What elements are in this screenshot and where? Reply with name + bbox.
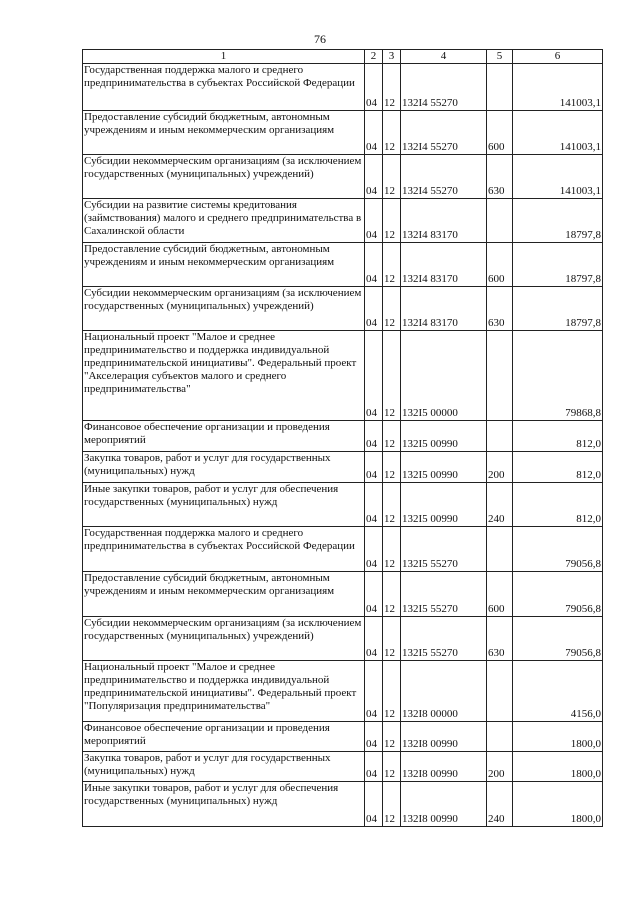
table-row	[83, 199, 603, 243]
row-code-cell: 132I5 00990	[401, 483, 487, 527]
row-type-cell	[487, 331, 513, 421]
row-section-cell: 04	[365, 722, 383, 752]
table-row	[83, 111, 603, 155]
row-name-cell: Предоставление субсидий бюджетным, автономным учреждениям и иным некоммерческим организациям	[83, 243, 365, 287]
row-code-cell: 132I5 55270	[401, 527, 487, 572]
row-name-cell: Субсидии некоммерческим организациям (за исключением государственных (муниципальных) учреждений)	[83, 155, 365, 199]
row-subsection-cell: 12	[383, 111, 401, 155]
row-type-cell: 600	[487, 572, 513, 617]
header-cell: 2	[365, 50, 383, 64]
row-name-cell: Закупка товаров, работ и услуг для государственных (муниципальных) нужд	[83, 452, 365, 483]
budget-table-body	[83, 50, 603, 827]
table-header-row	[83, 50, 603, 64]
row-section-cell: 04	[365, 483, 383, 527]
row-section-cell: 04	[365, 111, 383, 155]
row-name-cell: Иные закупки товаров, работ и услуг для обеспечения государственных (муниципальных) нужд	[83, 483, 365, 527]
row-amount-cell: 18797,8	[513, 199, 603, 243]
row-section-cell: 04	[365, 287, 383, 331]
row-subsection-cell: 12	[383, 527, 401, 572]
row-name-cell: Закупка товаров, работ и услуг для государственных (муниципальных) нужд	[83, 752, 365, 782]
row-code-cell: 132I4 55270	[401, 111, 487, 155]
header-cell: 4	[401, 50, 487, 64]
row-subsection-cell: 12	[383, 572, 401, 617]
row-code-cell: 132I4 83170	[401, 287, 487, 331]
table-row	[83, 64, 603, 111]
row-name-cell: Государственная поддержка малого и среднего предпринимательства в субъектах Российской Федерации	[83, 64, 365, 111]
row-code-cell: 132I5 55270	[401, 617, 487, 661]
row-type-cell: 600	[487, 243, 513, 287]
row-amount-cell: 1800,0	[513, 752, 603, 782]
row-name-cell: Государственная поддержка малого и среднего предпринимательства в субъектах Российской Федерации	[83, 527, 365, 572]
row-code-cell: 132I4 55270	[401, 64, 487, 111]
row-type-cell: 600	[487, 111, 513, 155]
row-type-cell: 200	[487, 452, 513, 483]
row-name-cell: Субсидии некоммерческим организациям (за исключением государственных (муниципальных) учреждений)	[83, 617, 365, 661]
row-amount-cell: 812,0	[513, 421, 603, 452]
header-cell: 3	[383, 50, 401, 64]
row-type-cell: 240	[487, 782, 513, 827]
row-amount-cell: 141003,1	[513, 64, 603, 111]
row-section-cell: 04	[365, 572, 383, 617]
row-type-cell	[487, 64, 513, 111]
table-row	[83, 752, 603, 782]
row-name-cell: Финансовое обеспечение организации и проведения мероприятий	[83, 421, 365, 452]
row-type-cell	[487, 527, 513, 572]
row-type-cell: 630	[487, 617, 513, 661]
row-type-cell	[487, 661, 513, 722]
row-code-cell: 132I5 55270	[401, 572, 487, 617]
table-row	[83, 483, 603, 527]
table-row	[83, 421, 603, 452]
row-subsection-cell: 12	[383, 64, 401, 111]
row-amount-cell: 1800,0	[513, 782, 603, 827]
row-type-cell: 630	[487, 155, 513, 199]
row-code-cell: 132I4 83170	[401, 199, 487, 243]
row-code-cell: 132I4 55270	[401, 155, 487, 199]
row-name-cell: Иные закупки товаров, работ и услуг для обеспечения государственных (муниципальных) нужд	[83, 782, 365, 827]
row-code-cell: 132I5 00990	[401, 421, 487, 452]
table-row	[83, 722, 603, 752]
header-cell: 5	[487, 50, 513, 64]
budget-table	[82, 49, 603, 827]
row-section-cell: 04	[365, 155, 383, 199]
row-section-cell: 04	[365, 421, 383, 452]
page-number: 76	[314, 32, 326, 46]
table-row	[83, 155, 603, 199]
table-row	[83, 287, 603, 331]
row-amount-cell: 18797,8	[513, 243, 603, 287]
row-subsection-cell: 12	[383, 421, 401, 452]
row-amount-cell: 18797,8	[513, 287, 603, 331]
row-name-cell: Субсидии некоммерческим организациям (за исключением государственных (муниципальных) учреждений)	[83, 287, 365, 331]
row-code-cell: 132I8 00990	[401, 722, 487, 752]
row-name-cell: Предоставление субсидий бюджетным, автономным учреждениям и иным некоммерческим организациям	[83, 572, 365, 617]
table-row	[83, 527, 603, 572]
row-subsection-cell: 12	[383, 661, 401, 722]
table-row	[83, 331, 603, 421]
row-amount-cell: 79056,8	[513, 527, 603, 572]
row-subsection-cell: 12	[383, 483, 401, 527]
table-row	[83, 617, 603, 661]
row-code-cell: 132I8 00990	[401, 752, 487, 782]
row-type-cell: 200	[487, 752, 513, 782]
row-section-cell: 04	[365, 661, 383, 722]
row-amount-cell: 79056,8	[513, 572, 603, 617]
row-code-cell: 132I5 00990	[401, 452, 487, 483]
table-row	[83, 452, 603, 483]
row-amount-cell: 79868,8	[513, 331, 603, 421]
row-type-cell	[487, 199, 513, 243]
row-section-cell: 04	[365, 331, 383, 421]
row-subsection-cell: 12	[383, 452, 401, 483]
row-subsection-cell: 12	[383, 243, 401, 287]
row-name-cell: Национальный проект "Малое и среднее предпринимательство и поддержка индивидуальной предпринимательской инициативы". Федеральный проект "Акселерация субъектов малого и среднего предпринимательства"	[83, 331, 365, 421]
row-section-cell: 04	[365, 752, 383, 782]
table-row	[83, 782, 603, 827]
row-section-cell: 04	[365, 452, 383, 483]
row-type-cell	[487, 722, 513, 752]
row-amount-cell: 141003,1	[513, 111, 603, 155]
row-name-cell: Предоставление субсидий бюджетным, автономным учреждениям и иным некоммерческим организациям	[83, 111, 365, 155]
row-subsection-cell: 12	[383, 155, 401, 199]
row-subsection-cell: 12	[383, 199, 401, 243]
row-type-cell: 240	[487, 483, 513, 527]
row-section-cell: 04	[365, 782, 383, 827]
row-subsection-cell: 12	[383, 782, 401, 827]
row-code-cell: 132I8 00000	[401, 661, 487, 722]
row-subsection-cell: 12	[383, 331, 401, 421]
table-row	[83, 572, 603, 617]
row-subsection-cell: 12	[383, 617, 401, 661]
row-section-cell: 04	[365, 243, 383, 287]
row-type-cell	[487, 421, 513, 452]
header-cell: 6	[513, 50, 603, 64]
header-cell: 1	[83, 50, 365, 64]
row-name-cell: Финансовое обеспечение организации и проведения мероприятий	[83, 722, 365, 752]
row-name-cell: Субсидии на развитие системы кредитования (займствования) малого и среднего предпринимательства в Сахалинской области	[83, 199, 365, 243]
row-code-cell: 132I5 00000	[401, 331, 487, 421]
row-name-cell: Национальный проект "Малое и среднее предпринимательство и поддержка индивидуальной предпринимательской инициативы". Федеральный проект "Популяризация предпринимательства"	[83, 661, 365, 722]
row-amount-cell: 4156,0	[513, 661, 603, 722]
table-row	[83, 243, 603, 287]
row-subsection-cell: 12	[383, 722, 401, 752]
row-section-cell: 04	[365, 617, 383, 661]
row-subsection-cell: 12	[383, 752, 401, 782]
row-section-cell: 04	[365, 199, 383, 243]
table-row	[83, 661, 603, 722]
row-code-cell: 132I4 83170	[401, 243, 487, 287]
row-section-cell: 04	[365, 527, 383, 572]
row-section-cell: 04	[365, 64, 383, 111]
row-subsection-cell: 12	[383, 287, 401, 331]
row-amount-cell: 1800,0	[513, 722, 603, 752]
row-amount-cell: 141003,1	[513, 155, 603, 199]
row-amount-cell: 79056,8	[513, 617, 603, 661]
row-code-cell: 132I8 00990	[401, 782, 487, 827]
row-type-cell: 630	[487, 287, 513, 331]
row-amount-cell: 812,0	[513, 483, 603, 527]
row-amount-cell: 812,0	[513, 452, 603, 483]
